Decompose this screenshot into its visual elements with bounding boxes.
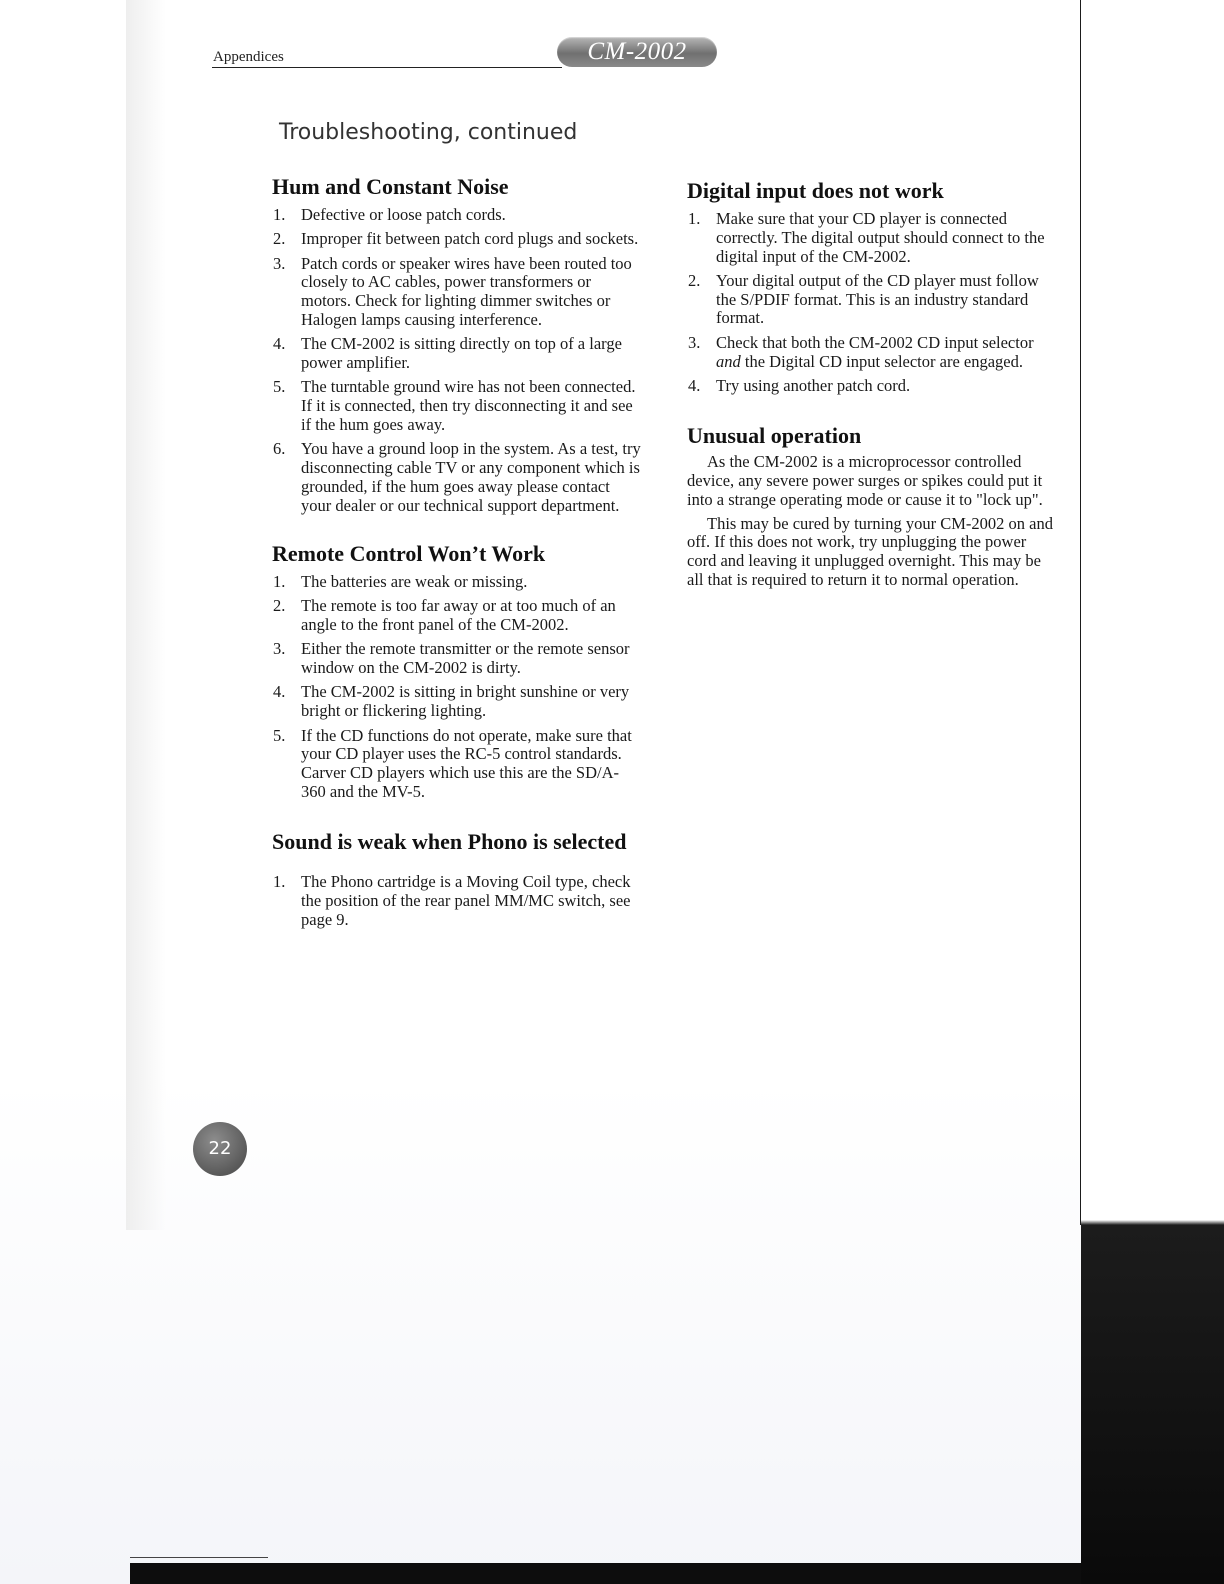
list-number: 4.: [273, 334, 286, 354]
list-item-text: Either the remote transmitter or the remote sensor window on the CM-2002 is dirty.: [301, 639, 630, 678]
list-number: 3.: [273, 639, 286, 659]
list-number: 4.: [688, 375, 701, 395]
list-item-text-part: the Digital CD input selector are engaged.: [740, 351, 1023, 371]
list-number: 2.: [273, 229, 286, 249]
list-item: [272, 230, 642, 249]
list-item-text: If the CD functions do not operate, make sure that your CD player uses the RC-5 control standards. Carver CD players which use this are the SD/A-360 and the MV-5.: [301, 725, 632, 801]
list-item-text: The batteries are weak or missing.: [301, 571, 528, 591]
list-number: 1.: [273, 205, 286, 224]
list-item: [687, 334, 1057, 372]
list-item-text: The Phono cartridge is a Moving Coil type, check the position of the rear panel MM/MC switch, see page 9.: [301, 872, 631, 929]
list-item-text: Improper fit between patch cord plugs and sockets.: [301, 229, 639, 249]
binding-shadow: [126, 0, 166, 1230]
numbered-list: [687, 210, 1057, 396]
list-item-text: [716, 333, 1034, 371]
list-number: 2.: [273, 596, 286, 616]
left-column: [272, 176, 642, 935]
right-column: [687, 180, 1057, 595]
section-remote-control: [272, 540, 642, 802]
product-logo: [557, 37, 717, 67]
list-item: [272, 573, 642, 592]
page-number-badge: 22: [193, 1122, 247, 1176]
list-number: 4.: [273, 682, 286, 702]
list-item-text: Make sure that your CD player is connected correctly. The digital output should connect to the digital input of the CM-2002.: [716, 209, 1045, 266]
list-item: [272, 378, 642, 434]
list-item-text: You have a ground loop in the system. As a test, try disconnecting cable TV or any component which is grounded, if the hum goes away please contact your dealer or our technical support department.: [301, 439, 641, 515]
list-number: 5.: [273, 725, 286, 745]
section-unusual-operation: [687, 425, 1057, 590]
list-item: [687, 377, 1057, 396]
section-digital-input: [687, 180, 1057, 396]
scan-dark-edge: [1081, 0, 1224, 1584]
scan-bottom-line: [130, 1557, 268, 1558]
paragraph: As the CM-2002 is a microprocessor controlled device, any severe power surges or spikes could put it into a strange operating mode or cause it to "lock up".: [687, 452, 1043, 509]
list-item: [272, 335, 642, 373]
section-heading: Remote Control Won’t Work: [272, 540, 546, 566]
section-heading: Sound is weak when Phono is selected: [272, 829, 627, 855]
header-rule: [212, 67, 562, 68]
list-item: [272, 727, 642, 802]
list-item-text: Try using another patch cord.: [716, 375, 911, 395]
list-item: [272, 640, 642, 678]
section-heading: Unusual operation: [687, 423, 862, 449]
list-item: [687, 272, 1057, 328]
list-item: [272, 873, 642, 929]
list-item: [272, 440, 642, 515]
list-number: 1.: [273, 571, 286, 591]
scan-bottom-edge: [130, 1563, 1081, 1584]
list-item: [272, 255, 642, 330]
list-item: [272, 597, 642, 635]
numbered-list: [272, 206, 642, 515]
list-number: 6.: [273, 439, 286, 459]
list-item-text: The remote is too far away or at too much of an angle to the front panel of the CM-2002.: [301, 596, 616, 635]
section-phono-weak: [272, 831, 642, 929]
list-item-text: Patch cords or speaker wires have been routed too closely to AC cables, power transformers or motors. Check for lighting dimmer switches or Halogen lamps causing interference.: [301, 253, 632, 329]
list-item: [272, 206, 642, 225]
section-heading: Hum and Constant Noise: [272, 174, 509, 199]
list-number: 2.: [688, 270, 701, 290]
list-number: 3.: [273, 253, 286, 273]
emphasis-and: and: [716, 351, 741, 371]
list-item-text: Defective or loose patch cords.: [301, 205, 506, 224]
section-heading: Digital input does not work: [687, 178, 944, 203]
paragraph: This may be cured by turning your CM-2002 on and off. If this does not work, try unplugging the power cord and leaving it unplugged overnight. This may be all that is required to return it to normal operation.: [687, 513, 1053, 589]
section-hum-noise: [272, 176, 642, 515]
list-number: 3.: [688, 332, 701, 352]
list-item: [272, 683, 642, 721]
list-number: 1.: [688, 209, 701, 228]
list-item-text: Your digital output of the CD player must follow the S/PDIF format. This is an industry standard format.: [716, 270, 1039, 328]
list-item-text-part: Check that both the CM-2002 CD input selector: [716, 332, 1034, 352]
page-title: Troubleshooting, continued: [279, 120, 578, 145]
product-logo-text: CM-2002: [587, 38, 687, 65]
list-item-text: The CM-2002 is sitting directly on top of a large power amplifier.: [301, 334, 622, 373]
numbered-list: [272, 573, 642, 802]
list-number: 1.: [273, 872, 286, 892]
list-item: [687, 210, 1057, 266]
list-item-text: The CM-2002 is sitting in bright sunshine or very bright or flickering lighting.: [301, 682, 630, 721]
running-header-section: Appendices: [213, 49, 284, 65]
numbered-list: [272, 873, 642, 929]
list-number: 5.: [273, 377, 286, 397]
list-item-text: The turntable ground wire has not been connected. If it is connected, then try disconnecting it and see if the hum goes away.: [301, 377, 636, 434]
